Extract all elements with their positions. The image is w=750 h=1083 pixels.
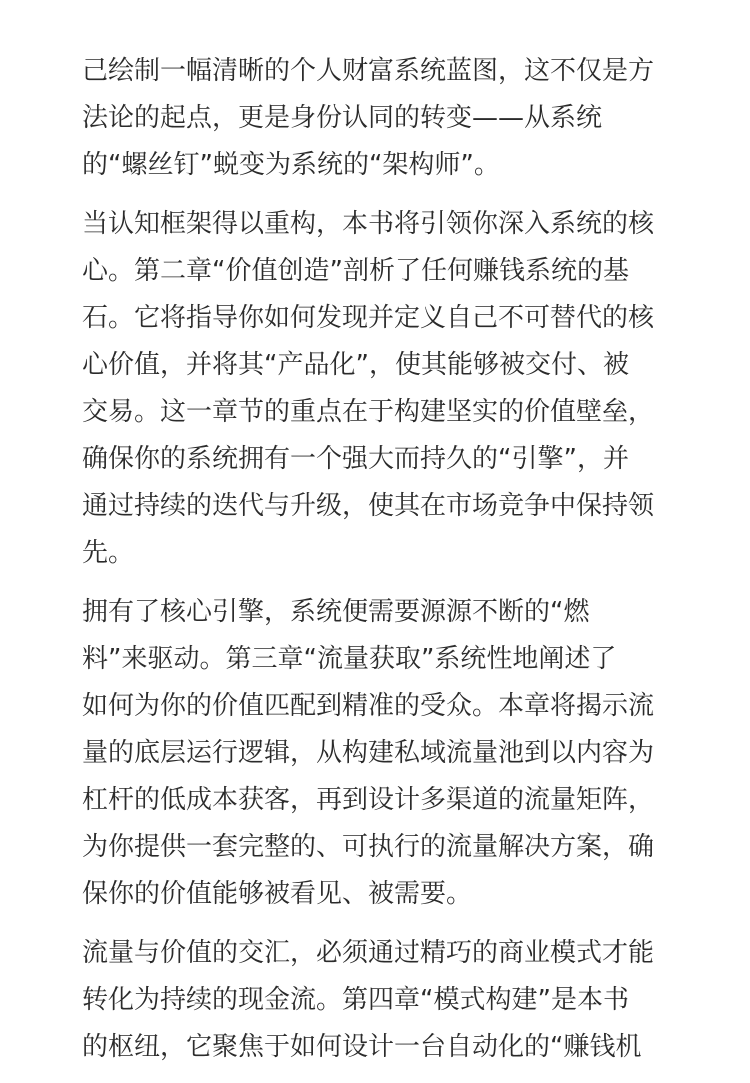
paragraph-1 [82,48,672,189]
paragraph-3 [82,589,672,918]
text-line: 的“螺丝钉”蜕变为系统的“架构师”。 [82,150,500,180]
paragraph-4 [82,930,672,1071]
text-line: 杠杆的低成本获客，再到设计多渠道的流量矩阵， [82,785,655,815]
text-line: 如何为你的价值匹配到精准的受众。本章将揭示流 [82,691,655,721]
text-line: 心。第二章“价值创造”剖析了任何赚钱系统的基 [82,256,629,286]
text-line: 确保你的系统拥有一个强大而持久的“引擎”，并 [82,444,629,474]
text-line: 保你的价值能够被看见、被需要。 [82,879,473,909]
text-line: 己绘制一幅清晰的个人财富系统蓝图，这不仅是方 [82,56,655,86]
text-line: 的枢纽，它聚焦于如何设计一台自动化的“赚钱机 [82,1032,642,1062]
text-line: 拥有了核心引擎，系统便需要源源不断的“燃 [82,597,590,627]
text-line: 当认知框架得以重构，本书将引领你深入系统的核 [82,209,655,239]
text-line: 心价值，并将其“产品化”，使其能够被交付、被 [82,350,629,380]
text-line: 通过持续的迭代与升级，使其在市场竞争中保持领 [82,491,655,521]
text-line: 转化为持续的现金流。第四章“模式构建”是本书 [82,985,629,1015]
text-line: 为你提供一套完整的、可执行的流量解决方案，确 [82,832,655,862]
text-line: 流量与价值的交汇，必须通过精巧的商业模式才能 [82,938,655,968]
text-line: 量的底层运行逻辑，从构建私域流量池到以内容为 [82,738,655,768]
text-line: 交易。这一章节的重点在于构建坚实的价值壁垒， [82,397,655,427]
text-line: 石。它将指导你如何发现并定义自己不可替代的核 [82,303,655,333]
text-line: 先。 [82,538,135,568]
text-line: 料”来驱动。第三章“流量获取”系统性地阐述了 [82,644,617,674]
document-page [82,48,672,1083]
text-line: 法论的起点，更是身份认同的转变——从系统 [82,103,603,133]
paragraph-2 [82,201,672,577]
